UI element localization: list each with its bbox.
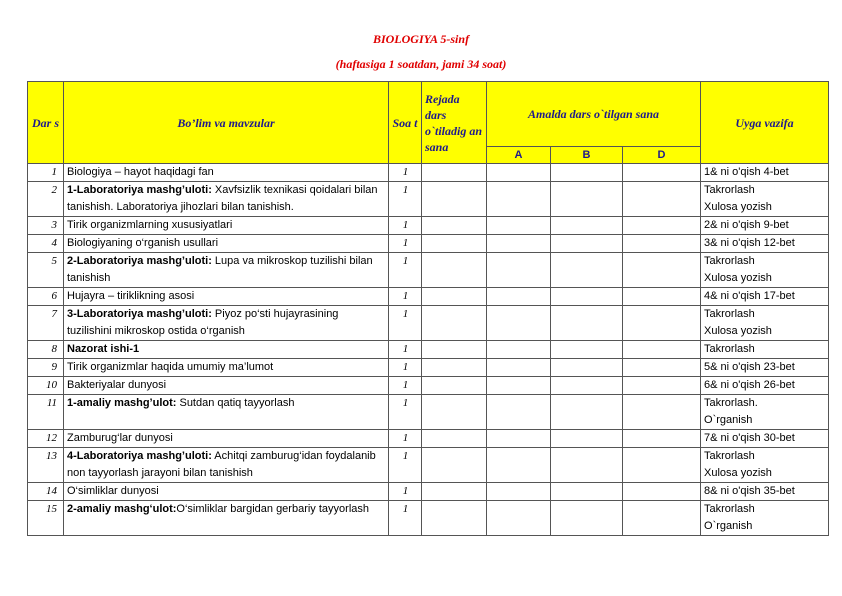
lesson-number: 6 bbox=[28, 288, 64, 306]
lesson-number: 1 bbox=[28, 164, 64, 182]
topic-label-bold: 1-amaliy mashg’ulot: bbox=[67, 397, 177, 409]
class-b-date-cell[interactable] bbox=[551, 235, 623, 253]
homework-line: Xulosa yozish bbox=[704, 201, 772, 213]
lesson-hours: 1 bbox=[389, 235, 422, 253]
table-row bbox=[28, 359, 829, 377]
lesson-topic bbox=[64, 217, 389, 235]
table-row bbox=[28, 182, 829, 217]
homework-line: Takrorlash bbox=[704, 308, 755, 320]
homework-line: 7& ni o'qish 30-bet bbox=[704, 432, 795, 444]
table-row bbox=[28, 501, 829, 536]
planned-date-cell[interactable] bbox=[422, 164, 487, 182]
homework-cell bbox=[701, 306, 829, 341]
table-row bbox=[28, 235, 829, 253]
lesson-topic bbox=[64, 182, 389, 217]
planned-date-cell[interactable] bbox=[422, 253, 487, 288]
lesson-topic bbox=[64, 359, 389, 377]
lesson-number: 9 bbox=[28, 359, 64, 377]
planned-date-cell[interactable] bbox=[422, 501, 487, 536]
header-class-a: A bbox=[487, 147, 551, 164]
topic-text: Zamburug‘lar dunyosi bbox=[67, 432, 173, 444]
homework-line: 4& ni o'qish 17-bet bbox=[704, 290, 795, 302]
lesson-number: 4 bbox=[28, 235, 64, 253]
homework-line: O`rganish bbox=[704, 414, 753, 426]
planned-date-cell[interactable] bbox=[422, 395, 487, 430]
planned-date-cell[interactable] bbox=[422, 430, 487, 448]
homework-cell bbox=[701, 288, 829, 306]
topic-label-bold: 2-amaliy mashg‘ulot: bbox=[67, 503, 177, 515]
class-a-date-cell[interactable] bbox=[487, 501, 551, 536]
lesson-topic bbox=[64, 288, 389, 306]
planned-date-cell[interactable] bbox=[422, 483, 487, 501]
topic-text: Lupa va mikroskop tuzilishi bilan tanishish bbox=[67, 255, 373, 284]
lesson-hours: 1 bbox=[389, 501, 422, 536]
class-d-date-cell[interactable] bbox=[623, 395, 701, 430]
lesson-hours: 1 bbox=[389, 217, 422, 235]
header-class-b: B bbox=[551, 147, 623, 164]
class-d-date-cell[interactable] bbox=[623, 377, 701, 395]
lesson-hours: 1 bbox=[389, 377, 422, 395]
homework-cell bbox=[701, 501, 829, 536]
class-d-date-cell[interactable] bbox=[623, 430, 701, 448]
lesson-plan-table bbox=[27, 81, 829, 536]
lesson-topic bbox=[64, 235, 389, 253]
class-d-date-cell[interactable] bbox=[623, 341, 701, 359]
class-d-date-cell[interactable] bbox=[623, 359, 701, 377]
homework-cell bbox=[701, 253, 829, 288]
homework-line: 1& ni o'qish 4-bet bbox=[704, 166, 789, 178]
lesson-number: 13 bbox=[28, 448, 64, 483]
header-topics: Bo’lim va mavzular bbox=[64, 82, 389, 164]
lesson-topic bbox=[64, 430, 389, 448]
topic-label-bold: 3-Laboratoriya mashg’uloti: bbox=[67, 308, 212, 320]
lesson-number: 11 bbox=[28, 395, 64, 430]
lesson-topic bbox=[64, 501, 389, 536]
topic-label-bold: Nazorat ishi-1 bbox=[67, 343, 140, 355]
topic-label-bold: 4-Laboratoriya mashg’uloti: bbox=[67, 450, 212, 462]
class-d-date-cell[interactable] bbox=[623, 182, 701, 217]
class-d-date-cell[interactable] bbox=[623, 306, 701, 341]
class-b-date-cell[interactable] bbox=[551, 306, 623, 341]
class-a-date-cell[interactable] bbox=[487, 448, 551, 483]
lesson-hours: 1 bbox=[389, 448, 422, 483]
class-d-date-cell[interactable] bbox=[623, 235, 701, 253]
lesson-hours: 1 bbox=[389, 288, 422, 306]
class-b-date-cell[interactable] bbox=[551, 182, 623, 217]
lesson-hours: 1 bbox=[389, 182, 422, 217]
class-a-date-cell[interactable] bbox=[487, 341, 551, 359]
planned-date-cell[interactable] bbox=[422, 306, 487, 341]
planned-date-cell[interactable] bbox=[422, 217, 487, 235]
planned-date-cell[interactable] bbox=[422, 235, 487, 253]
topic-text: Achitqi zamburug‘idan foydalanib non tayyorlash jarayoni bilan tanishish bbox=[67, 450, 376, 479]
class-a-date-cell[interactable] bbox=[487, 377, 551, 395]
homework-line: Takrorlash bbox=[704, 503, 755, 515]
class-d-date-cell[interactable] bbox=[623, 288, 701, 306]
class-a-date-cell[interactable] bbox=[487, 359, 551, 377]
lesson-hours: 1 bbox=[389, 164, 422, 182]
topic-text: Sutdan qatiq tayyorlash bbox=[176, 397, 295, 409]
class-d-date-cell[interactable] bbox=[623, 253, 701, 288]
class-a-date-cell[interactable] bbox=[487, 430, 551, 448]
homework-line: 6& ni o'qish 26-bet bbox=[704, 379, 795, 391]
table-row bbox=[28, 341, 829, 359]
class-b-date-cell[interactable] bbox=[551, 483, 623, 501]
planned-date-cell[interactable] bbox=[422, 359, 487, 377]
homework-cell bbox=[701, 341, 829, 359]
topic-text: O‘simliklar bargidan gerbariy tayyorlash bbox=[176, 503, 369, 515]
table-row bbox=[28, 483, 829, 501]
lesson-number: 7 bbox=[28, 306, 64, 341]
lesson-hours: 1 bbox=[389, 359, 422, 377]
planned-date-cell[interactable] bbox=[422, 377, 487, 395]
topic-text: Biologiyaning o‘rganish usullari bbox=[67, 237, 219, 249]
topic-label-bold: 1-Laboratoriya mashg’uloti: bbox=[67, 184, 212, 196]
class-b-date-cell[interactable] bbox=[551, 377, 623, 395]
lesson-hours: 1 bbox=[389, 483, 422, 501]
class-d-date-cell[interactable] bbox=[623, 448, 701, 483]
header-planned-date: Rejada dars o`tiladig an sana bbox=[422, 82, 487, 164]
header-homework: Uyga vazifa bbox=[701, 82, 829, 164]
homework-line: 5& ni o'qish 23-bet bbox=[704, 361, 795, 373]
lesson-topic bbox=[64, 306, 389, 341]
class-b-date-cell[interactable] bbox=[551, 430, 623, 448]
header-actual-date: Amalda dars o`tilgan sana bbox=[487, 82, 701, 147]
homework-line: 8& ni o'qish 35-bet bbox=[704, 485, 795, 497]
lesson-number: 14 bbox=[28, 483, 64, 501]
class-b-date-cell[interactable] bbox=[551, 341, 623, 359]
class-b-date-cell[interactable] bbox=[551, 395, 623, 430]
planned-date-cell[interactable] bbox=[422, 448, 487, 483]
document-subtitle: (haftasiga 1 soatdan, jami 34 soat) bbox=[335, 57, 507, 71]
topic-text: Xavfsizlik texnikasi qoidalari bilan tanishish. Laboratoriya jihozlari bilan tanishish. bbox=[67, 184, 378, 213]
homework-cell bbox=[701, 217, 829, 235]
lesson-topic bbox=[64, 341, 389, 359]
lesson-topic bbox=[64, 377, 389, 395]
homework-line: Xulosa yozish bbox=[704, 467, 772, 479]
class-a-date-cell[interactable] bbox=[487, 217, 551, 235]
table-row bbox=[28, 253, 829, 288]
class-b-date-cell[interactable] bbox=[551, 448, 623, 483]
table-row bbox=[28, 306, 829, 341]
class-a-date-cell[interactable] bbox=[487, 306, 551, 341]
homework-cell bbox=[701, 377, 829, 395]
homework-cell bbox=[701, 182, 829, 217]
table-row bbox=[28, 164, 829, 182]
lesson-topic bbox=[64, 483, 389, 501]
class-a-date-cell[interactable] bbox=[487, 395, 551, 430]
homework-line: Takrorlash bbox=[704, 184, 755, 196]
topic-text: Tirik organizmlarning xususiyatlari bbox=[67, 219, 233, 231]
class-b-date-cell[interactable] bbox=[551, 217, 623, 235]
lesson-hours: 1 bbox=[389, 306, 422, 341]
table-row bbox=[28, 377, 829, 395]
homework-cell bbox=[701, 164, 829, 182]
lesson-hours: 1 bbox=[389, 253, 422, 288]
class-b-date-cell[interactable] bbox=[551, 253, 623, 288]
homework-cell bbox=[701, 430, 829, 448]
lesson-topic bbox=[64, 253, 389, 288]
table-row bbox=[28, 430, 829, 448]
topic-label-bold: 2-Laboratoriya mashg’uloti: bbox=[67, 255, 212, 267]
table-row bbox=[28, 288, 829, 306]
planned-date-cell[interactable] bbox=[422, 182, 487, 217]
homework-line: 3& ni o'qish 12-bet bbox=[704, 237, 795, 249]
topic-text: Piyoz po‘sti hujayrasining tuzilishini mikroskop ostida o‘rganish bbox=[67, 308, 339, 337]
class-a-date-cell[interactable] bbox=[487, 235, 551, 253]
topic-text: Tirik organizmlar haqida umumiy ma’lumot bbox=[67, 361, 274, 373]
lesson-topic bbox=[64, 448, 389, 483]
header-class-d: D bbox=[623, 147, 701, 164]
homework-line: Xulosa yozish bbox=[704, 325, 772, 337]
planned-date-cell[interactable] bbox=[422, 341, 487, 359]
class-a-date-cell[interactable] bbox=[487, 483, 551, 501]
table-row bbox=[28, 448, 829, 483]
lesson-number: 5 bbox=[28, 253, 64, 288]
lesson-number: 15 bbox=[28, 501, 64, 536]
homework-line: Takrorlash bbox=[704, 255, 755, 267]
lesson-number: 2 bbox=[28, 182, 64, 217]
lesson-hours: 1 bbox=[389, 395, 422, 430]
topic-text: O‘simliklar dunyosi bbox=[67, 485, 159, 497]
homework-line: Xulosa yozish bbox=[704, 272, 772, 284]
class-a-date-cell[interactable] bbox=[487, 253, 551, 288]
homework-line: Takrorlash. bbox=[704, 397, 758, 409]
lesson-number: 10 bbox=[28, 377, 64, 395]
lesson-topic bbox=[64, 164, 389, 182]
class-a-date-cell[interactable] bbox=[487, 164, 551, 182]
lesson-number: 12 bbox=[28, 430, 64, 448]
lesson-number: 3 bbox=[28, 217, 64, 235]
topic-text: Hujayra – tiriklikning asosi bbox=[67, 290, 195, 302]
class-b-date-cell[interactable] bbox=[551, 501, 623, 536]
class-b-date-cell[interactable] bbox=[551, 359, 623, 377]
lesson-number: 8 bbox=[28, 341, 64, 359]
lesson-hours: 1 bbox=[389, 430, 422, 448]
homework-line: Takrorlash bbox=[704, 343, 755, 355]
homework-cell bbox=[701, 235, 829, 253]
topic-text: Biologiya – hayot haqidagi fan bbox=[67, 166, 214, 178]
class-d-date-cell[interactable] bbox=[623, 483, 701, 501]
class-b-date-cell[interactable] bbox=[551, 164, 623, 182]
homework-cell bbox=[701, 359, 829, 377]
table-row bbox=[28, 395, 829, 430]
homework-line: Takrorlash bbox=[704, 450, 755, 462]
header-hours: Soa t bbox=[389, 82, 422, 164]
class-b-date-cell[interactable] bbox=[551, 288, 623, 306]
table-row bbox=[28, 217, 829, 235]
class-a-date-cell[interactable] bbox=[487, 182, 551, 217]
planned-date-cell[interactable] bbox=[422, 288, 487, 306]
lesson-hours: 1 bbox=[389, 341, 422, 359]
topic-text: Bakteriyalar dunyosi bbox=[67, 379, 167, 391]
homework-cell bbox=[701, 395, 829, 430]
homework-line: 2& ni o'qish 9-bet bbox=[704, 219, 789, 231]
class-d-date-cell[interactable] bbox=[623, 501, 701, 536]
header-lesson-number: Dar s bbox=[28, 82, 64, 164]
homework-cell bbox=[701, 448, 829, 483]
homework-cell bbox=[701, 483, 829, 501]
homework-line: O`rganish bbox=[704, 520, 753, 532]
document-title: BIOLOGIYA 5-sinf bbox=[372, 32, 470, 46]
lesson-topic bbox=[64, 395, 389, 430]
class-d-date-cell[interactable] bbox=[623, 217, 701, 235]
class-d-date-cell[interactable] bbox=[623, 164, 701, 182]
class-a-date-cell[interactable] bbox=[487, 288, 551, 306]
